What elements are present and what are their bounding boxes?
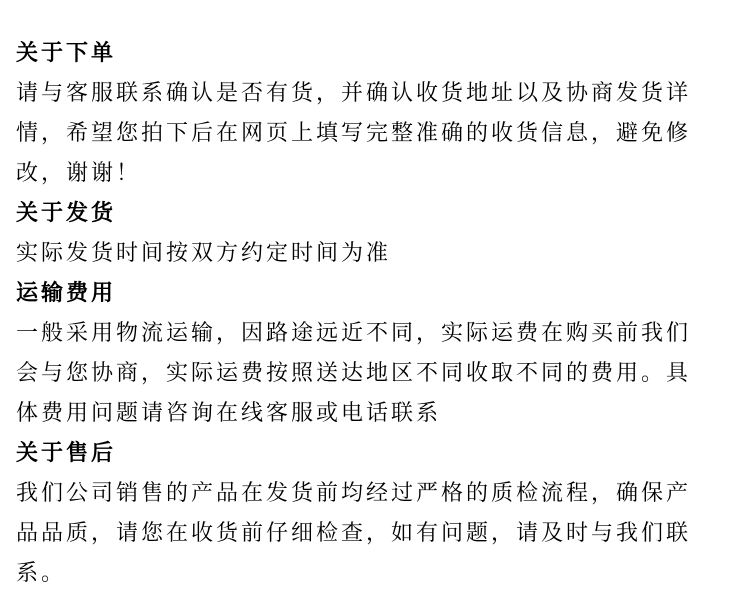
section-body-aftersales: 我们公司销售的产品在发货前均经过严格的质检流程，确保产品品质，请您在收货前仔细检查，如有问题，请及时与我们联系。 xyxy=(16,480,692,585)
section-body-ordering: 请与客服联系确认是否有货，并确认收货地址以及协商发货详情，希望您拍下后在网页上填写完整准确的收货信息，避免修改，谢谢！ xyxy=(16,80,692,185)
section-body-shipping: 实际发货时间按双方约定时间为准 xyxy=(16,240,392,265)
notice-section-freight xyxy=(16,273,712,433)
section-body-freight: 一般采用物流运输，因路途远近不同，实际运费在购买前我们会与您协商，实际运费按照送达地区不同收取不同的费用。具体费用问题请咨询在线客服或电话联系 xyxy=(16,320,692,425)
notice-section-aftersales xyxy=(16,433,712,593)
section-heading-aftersales: 关于售后 xyxy=(16,440,117,465)
section-heading-freight: 运输费用 xyxy=(16,280,117,305)
section-heading-shipping: 关于发货 xyxy=(16,200,117,225)
notice-section-ordering xyxy=(16,33,712,193)
section-heading-ordering: 关于下单 xyxy=(16,40,117,65)
notice-section-shipping xyxy=(16,193,712,273)
